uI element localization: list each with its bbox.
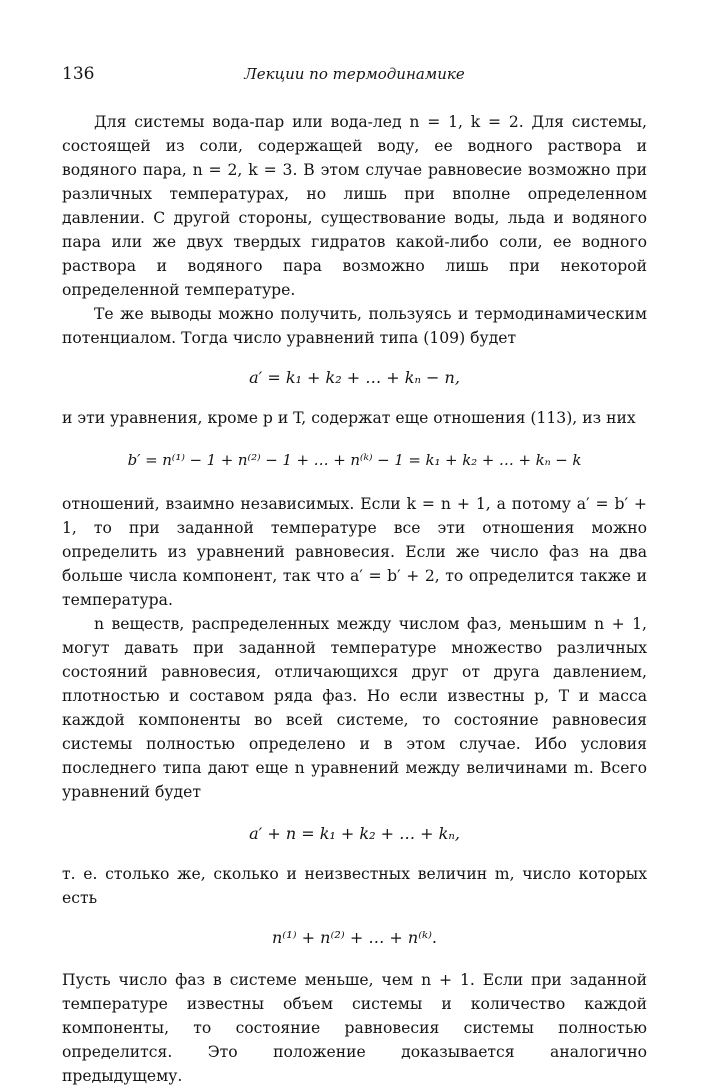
paragraph-5: n веществ, распределенных между числом фаз, меньшим n + 1, могут давать при заданной температуре множество различных состояний равновесия, отличающихся друг от друга давлением, плотностью и составом ряда фаз. Но если известны p, T и масса каждой компоненты во всей системе, то состояние равновесия системы полностью определено и в этом случае. Ибо условия последнего типа дают еще n уравнений между величинами m. Всего уравнений будет: [62, 615, 647, 801]
paragraph-3: и эти уравнения, кроме p и T, содержат еще отношения (113), из них: [62, 409, 636, 427]
page-number: 136: [62, 64, 95, 84]
paragraph-1: Для системы вода-пар или вода-лед n = 1, k = 2. Для системы, состоящей из соли, содержащей воду, ее водного раствора и водяного пара, n = 2, k = 3. В этом случае равновесие возможно при различных температурах, но лишь при вполне определенном давлении. С другой стороны, существование воды, льда и водяного пара или же двух твердых гидратов какой-либо соли, ее водного раствора и водяного пара возможно лишь при некоторой определенной температуре.: [62, 113, 647, 299]
formula-a-prime-plus-n: a′ + n = k₁ + k₂ + … + kₙ,: [249, 824, 460, 843]
formula-b-prime: b′ = n⁽¹⁾ − 1 + n⁽²⁾ − 1 + … + n⁽ᵏ⁾ − 1 = k₁ + k₂ + … + kₙ − k: [127, 451, 582, 469]
page-body: [62, 110, 647, 1088]
paragraph-6: т. е. столько же, сколько и неизвестных величин m, число которых есть: [62, 865, 647, 907]
formula-n-sum: n⁽¹⁾ + n⁽²⁾ + … + n⁽ᵏ⁾.: [272, 928, 437, 947]
formula-a-prime: a′ = k₁ + k₂ + … + kₙ − n,: [249, 368, 460, 387]
running-title: Лекции по термодинамике: [244, 65, 465, 83]
paragraph-7: Пусть число фаз в системе меньше, чем n + 1. Если при заданной температуре известны объем системы и количество каждой компоненты, то состояние равновесия системы полностью определится. Это положение доказывается аналогично предыдущему.: [62, 971, 647, 1085]
paragraph-2: Те же выводы можно получить, пользуясь и термодинамическим потенциалом. Тогда число уравнений типа (109) будет: [62, 305, 647, 347]
page-header: [62, 64, 647, 90]
paragraph-4: отношений, взаимно независимых. Если k = n + 1, а потому a′ = b′ + 1, то при заданной температуре все эти отношения можно определить из уравнений равновесия. Если же число фаз на два больше числа компонент, так что a′ = b′ + 2, то определится также и температура.: [62, 495, 647, 609]
